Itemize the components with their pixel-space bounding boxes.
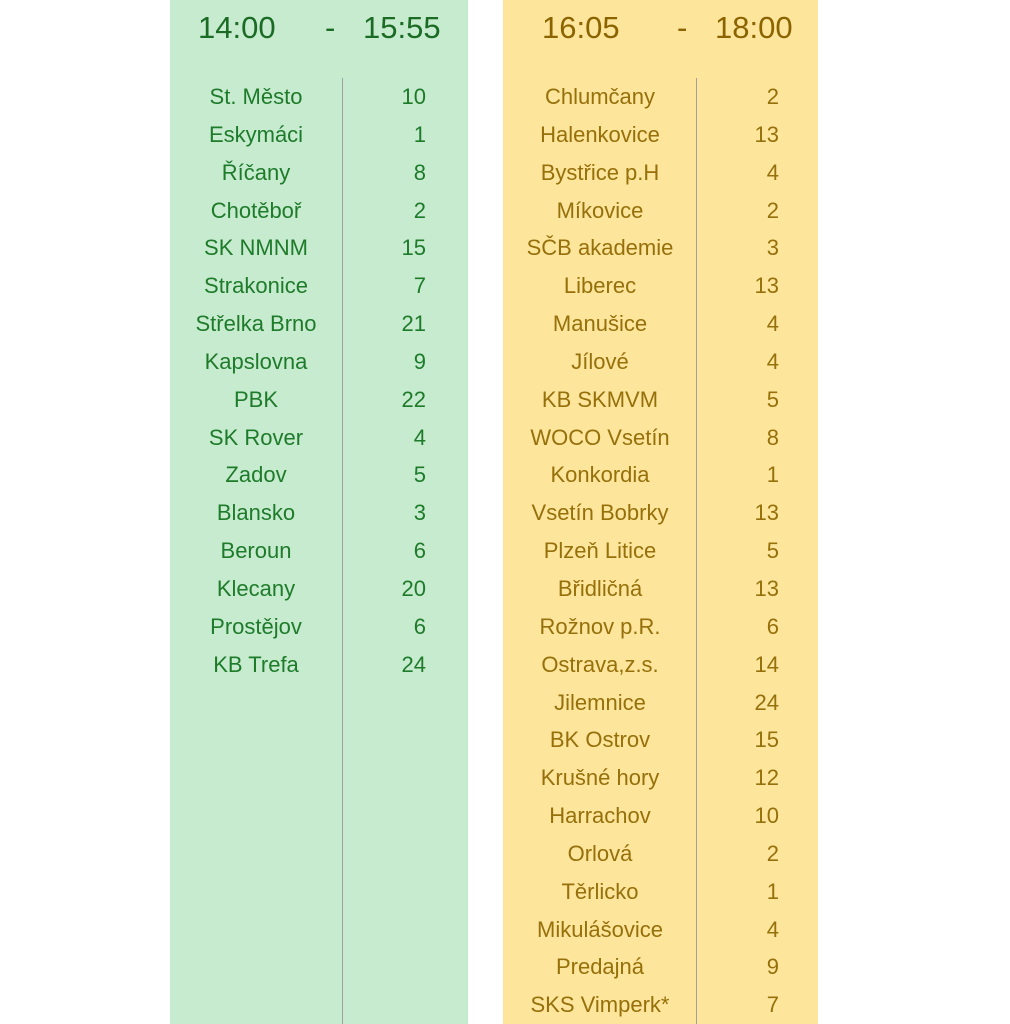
team-name: Těrlicko [561, 878, 639, 904]
team-count: 4 [413, 424, 426, 450]
team-name: Střelka Brno [195, 311, 317, 337]
team-name: SČB akademie [526, 235, 674, 261]
team-count: 8 [766, 424, 779, 450]
team-row [503, 986, 818, 1024]
team-count: 12 [754, 765, 779, 791]
team-count: 4 [766, 916, 779, 942]
team-name: Strakonice [204, 273, 308, 299]
team-count: 9 [413, 348, 426, 374]
team-count: 24 [401, 651, 426, 677]
team-count: 6 [766, 613, 779, 639]
team-name: Chotěboř [210, 197, 302, 223]
team-name: Jílové [571, 348, 629, 374]
team-count: 4 [766, 311, 779, 337]
team-name: Vsetín Bobrky [531, 500, 669, 526]
team-count: 13 [754, 575, 779, 601]
team-name: KB Trefa [213, 651, 299, 677]
team-count: 6 [413, 538, 426, 564]
team-row [170, 229, 468, 267]
team-name: Mikulášovice [537, 916, 663, 942]
team-row [503, 684, 818, 722]
team-count: 14 [754, 651, 779, 677]
team-row [503, 154, 818, 192]
team-row [503, 456, 818, 494]
team-row [170, 608, 468, 646]
team-row [503, 267, 818, 305]
team-count: 9 [766, 954, 779, 980]
team-name: Bystřice p.H [540, 159, 660, 185]
team-name: Harrachov [549, 803, 651, 829]
team-row [170, 532, 468, 570]
team-name: SK NMNM [204, 235, 308, 261]
team-count: 13 [754, 273, 779, 299]
team-count: 22 [401, 386, 426, 412]
team-name: St. Město [209, 84, 303, 109]
time-slot-end: 18:00 [715, 10, 793, 45]
team-count: 7 [413, 273, 426, 299]
team-row [503, 911, 818, 949]
team-name: Břidličná [557, 575, 643, 601]
team-name: Míkovice [556, 197, 644, 223]
team-count: 6 [413, 613, 426, 639]
team-name: Jilemnice [554, 689, 646, 715]
team-count: 3 [766, 235, 779, 261]
team-row [503, 646, 818, 684]
team-name: Říčany [221, 159, 291, 185]
team-row [170, 116, 468, 154]
team-count: 13 [754, 121, 779, 147]
team-row [170, 305, 468, 343]
time-slot-separator: - [677, 10, 688, 45]
schedule-panel-late [503, 0, 818, 1024]
team-name: Krušné hory [540, 765, 660, 791]
team-row [503, 873, 818, 911]
team-row [170, 646, 468, 684]
team-name: PBK [233, 386, 279, 412]
team-row [170, 419, 468, 457]
team-count: 8 [413, 159, 426, 185]
team-count: 4 [766, 159, 779, 185]
time-slot-start: 16:05 [542, 10, 620, 45]
team-name: Manušice [552, 311, 648, 337]
team-count: 20 [401, 575, 426, 601]
team-count: 7 [766, 992, 779, 1018]
team-row [503, 759, 818, 797]
team-count: 5 [766, 538, 779, 564]
team-row [503, 494, 818, 532]
team-row [503, 721, 818, 759]
team-row [170, 192, 468, 230]
team-row [170, 494, 468, 532]
team-row [170, 570, 468, 608]
team-count: 15 [401, 235, 426, 261]
team-count: 10 [401, 84, 426, 109]
team-name: Rožnov p.R. [539, 613, 661, 639]
team-name: Orlová [567, 840, 633, 866]
team-row [170, 381, 468, 419]
team-name: SKS Vimperk* [530, 992, 670, 1018]
team-row [170, 78, 468, 116]
schedule-panel-early [170, 0, 468, 1024]
team-count: 4 [766, 348, 779, 374]
team-name: Ostrava,z.s. [541, 651, 659, 677]
team-count: 2 [766, 197, 779, 223]
team-count: 10 [754, 803, 779, 829]
team-name: Plzeň Litice [543, 538, 657, 564]
team-name: WOCO Vsetín [530, 424, 670, 450]
team-name: SK Rover [208, 424, 304, 450]
team-name: Eskymáci [208, 121, 304, 147]
team-name: Konkordia [550, 462, 650, 488]
team-name: Blansko [216, 500, 296, 526]
team-row [170, 267, 468, 305]
team-name: KB SKMVM [541, 386, 659, 412]
team-row [503, 305, 818, 343]
team-count: 13 [754, 500, 779, 526]
time-slot-separator: - [325, 10, 336, 45]
team-name: Prostějov [210, 613, 302, 639]
team-count: 1 [766, 462, 779, 488]
team-row [503, 608, 818, 646]
time-slot-end: 15:55 [363, 10, 441, 45]
team-count: 2 [766, 840, 779, 866]
team-name: Klecany [216, 575, 296, 601]
team-row [503, 381, 818, 419]
team-row [503, 192, 818, 230]
team-row [503, 343, 818, 381]
team-row [503, 797, 818, 835]
team-name: Zadov [225, 462, 287, 488]
team-row [170, 343, 468, 381]
team-name: Beroun [220, 538, 292, 564]
team-list-early [170, 78, 468, 684]
time-slot-header-late [503, 6, 818, 50]
team-name: Liberec [563, 273, 637, 299]
team-count: 5 [413, 462, 426, 488]
team-row [503, 116, 818, 154]
team-count: 24 [754, 689, 779, 715]
team-count: 1 [413, 121, 426, 147]
team-row [503, 419, 818, 457]
team-count: 2 [413, 197, 426, 223]
team-count: 15 [754, 727, 779, 753]
team-count: 21 [401, 311, 426, 337]
team-count: 1 [766, 878, 779, 904]
team-name: Kapslovna [204, 348, 308, 374]
time-slot-start: 14:00 [198, 10, 276, 45]
team-name: Predajná [555, 954, 645, 980]
time-slot-header-early [170, 6, 468, 50]
team-name: Halenkovice [540, 121, 660, 147]
team-row [170, 154, 468, 192]
team-count: 5 [766, 386, 779, 412]
team-list-late [503, 78, 818, 1024]
team-name: BK Ostrov [549, 727, 651, 753]
team-row [170, 456, 468, 494]
team-row [503, 229, 818, 267]
team-row [503, 948, 818, 986]
team-count: 3 [413, 500, 426, 526]
team-row [503, 532, 818, 570]
team-row [503, 78, 818, 116]
team-row [503, 835, 818, 873]
team-row [503, 570, 818, 608]
team-name: Chlumčany [544, 84, 656, 109]
team-count: 2 [766, 84, 779, 109]
